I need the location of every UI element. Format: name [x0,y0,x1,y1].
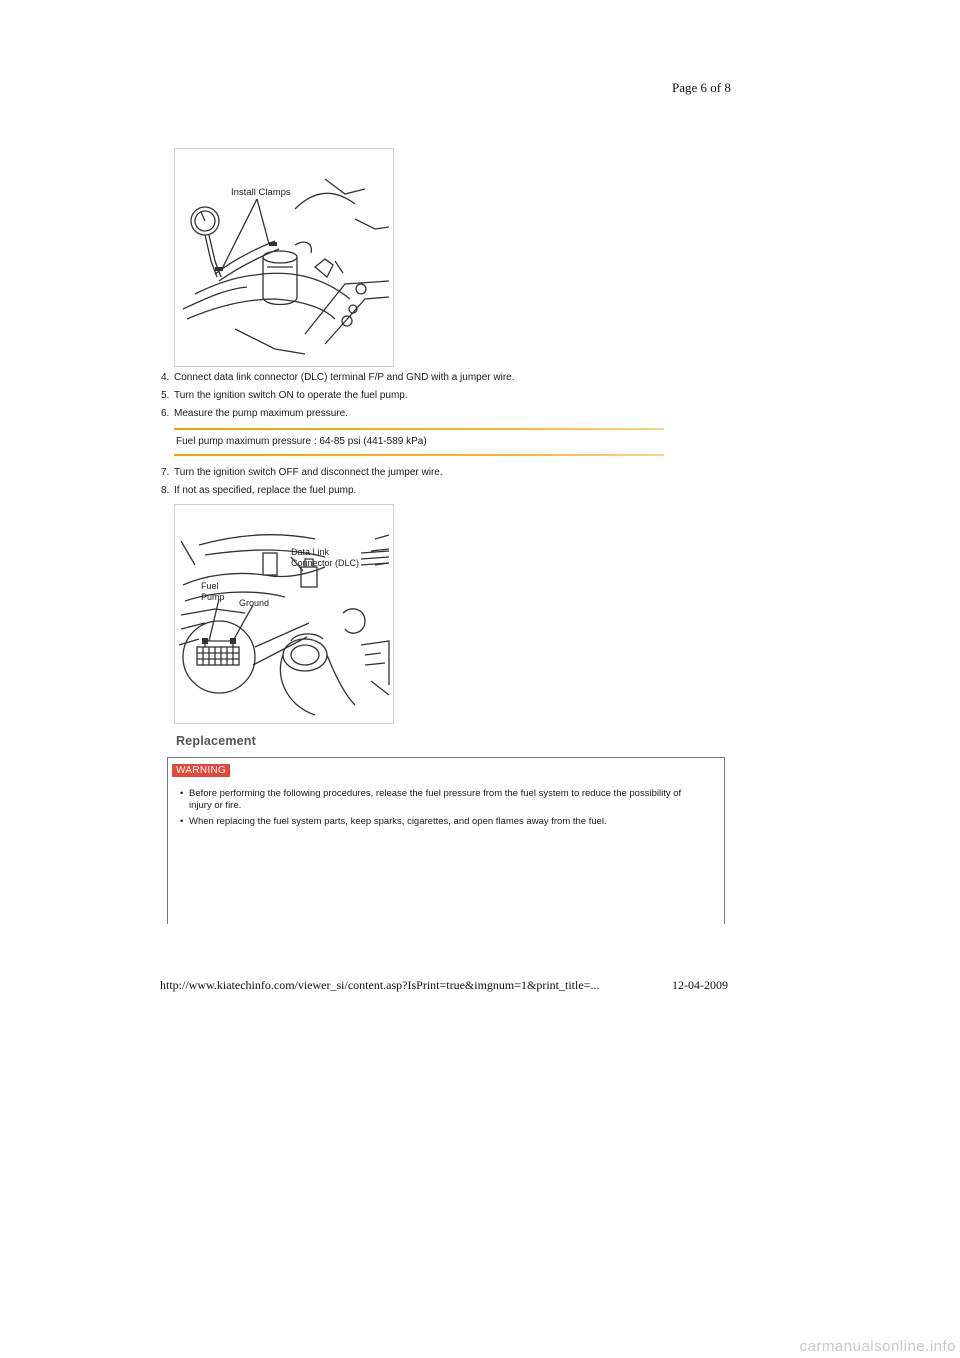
section-title-replacement: Replacement [176,734,257,748]
list-item: 5. Turn the ignition switch ON to operate the fuel pump. [161,390,408,401]
warning-item: • Before performing the following procedures, release the fuel pressure from the fuel system to reduce the possibility of injury or fire. [180,788,700,812]
install-clamps-label: Install Clamps [231,187,291,198]
dlc-label-line1: Data Link [291,547,330,557]
warning-badge: WARNING [172,764,230,777]
list-item: 8. If not as specified, replace the fuel pump. [161,485,357,496]
spec-text: Fuel pump maximum pressure : 64-85 psi (441-589 kPa) [176,436,427,447]
pump-label: Pump [201,592,225,602]
fuel-label: Fuel [201,581,219,591]
figure-install-clamps [174,148,394,367]
ground-label: Ground [239,598,270,608]
watermark: carmanualsonline.info [799,1338,956,1355]
footer-date: 12-04-2009 [672,978,728,992]
spec-bottom-rule [174,454,664,456]
warning-box [167,757,725,924]
dlc-connection-illustration [175,505,393,723]
spec-top-rule [174,428,664,430]
list-item: 4. Connect data link connector (DLC) terminal F/P and GND with a jumper wire. [161,372,515,383]
footer-url[interactable]: http://www.kiatechinfo.com/viewer_si/content.asp?IsPrint=true&imgnum=1&print_title=... [160,978,600,992]
page-number: Page 6 of 8 [672,80,731,95]
warning-list [180,788,700,832]
list-item: 6. Measure the pump maximum pressure. [161,408,348,419]
figure-dlc-connection [174,504,394,724]
list-item: 7. Turn the ignition switch OFF and disconnect the jumper wire. [161,467,443,478]
warning-item: • When replacing the fuel system parts, keep sparks, cigarettes, and open flames away from the fuel. [180,816,700,828]
step-list-b [161,467,443,497]
install-clamps-illustration [175,149,393,366]
spec-box [174,428,664,456]
dlc-label-line2: Connector (DLC) [291,558,360,568]
step-list-a [161,372,515,420]
